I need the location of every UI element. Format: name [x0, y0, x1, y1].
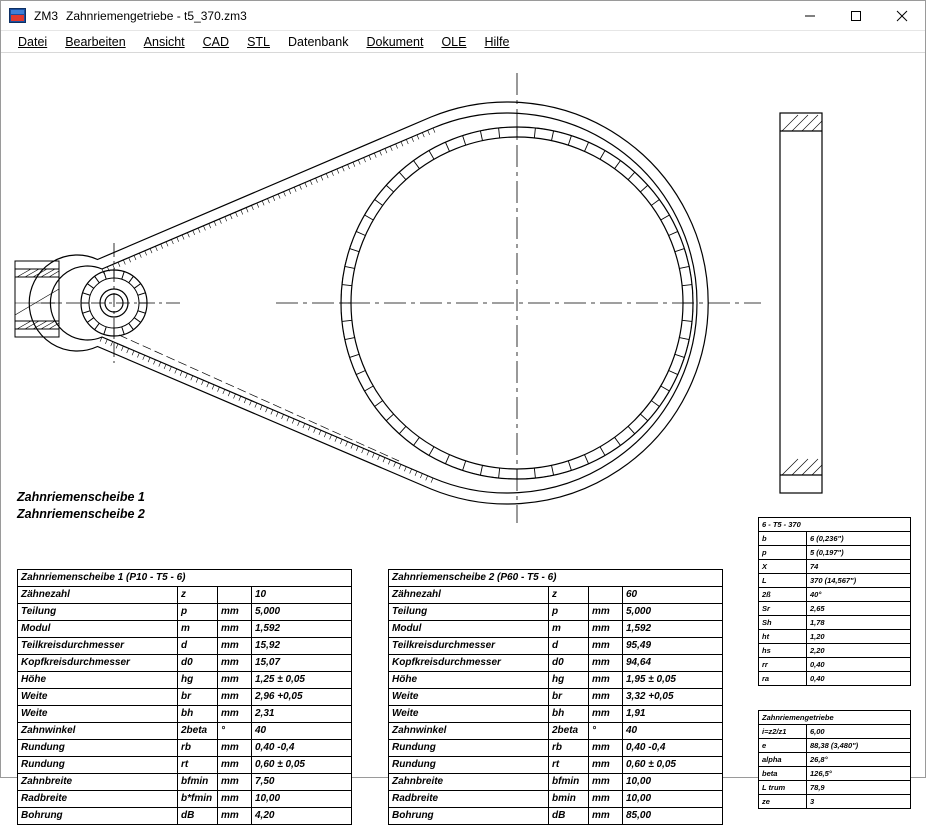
param-value: 7,50	[252, 774, 352, 791]
param-value: 26,8°	[807, 753, 911, 767]
menu-datenbank[interactable]	[279, 33, 357, 51]
param-name: Zähnezahl	[18, 587, 178, 604]
param-value: 3,32 +0,05	[623, 689, 723, 706]
param-name: Rundung	[389, 740, 549, 757]
param-value: 15,92	[252, 638, 352, 655]
title-bar	[1, 1, 925, 31]
param-value: 2,31	[252, 706, 352, 723]
param-symbol: bfmin	[178, 774, 218, 791]
table-row	[759, 602, 911, 616]
param-key: ze	[759, 795, 807, 809]
table-row	[389, 604, 723, 621]
table-row	[389, 655, 723, 672]
param-unit: mm	[218, 621, 252, 638]
param-symbol: p	[178, 604, 218, 621]
param-name: Zahnbreite	[389, 774, 549, 791]
spec-table-2-body	[389, 570, 723, 825]
param-value: 5 (0,197")	[807, 546, 911, 560]
table-row	[18, 621, 352, 638]
menu-hilfe-label: Hilfe	[484, 34, 510, 49]
param-value: 0,60 ± 0,05	[252, 757, 352, 774]
param-value: 2,20	[807, 644, 911, 658]
param-unit: mm	[218, 774, 252, 791]
param-value: 1,20	[807, 630, 911, 644]
param-name: Teilung	[389, 604, 549, 621]
table-row	[18, 638, 352, 655]
table-row	[759, 672, 911, 686]
table-title: Zahnriemenscheibe 2 (P60 - T5 - 6)	[389, 570, 723, 587]
param-unit: mm	[218, 757, 252, 774]
param-symbol: d	[549, 638, 589, 655]
table-row	[759, 781, 911, 795]
table-row	[389, 723, 723, 740]
param-name: Radbreite	[389, 791, 549, 808]
param-symbol: 2beta	[549, 723, 589, 740]
param-unit: mm	[218, 740, 252, 757]
param-unit	[589, 587, 623, 604]
table-row	[759, 588, 911, 602]
param-unit: mm	[218, 808, 252, 825]
spec-table-4-body	[759, 711, 911, 809]
param-unit: mm	[218, 604, 252, 621]
param-name: Kopfkreisdurchmesser	[18, 655, 178, 672]
spec-table-belt	[758, 517, 911, 686]
table-title: 6 - T5 - 370	[759, 518, 911, 532]
param-symbol: p	[549, 604, 589, 621]
param-symbol: bh	[178, 706, 218, 723]
param-symbol: dB	[178, 808, 218, 825]
param-unit: mm	[589, 808, 623, 825]
param-name: Höhe	[389, 672, 549, 689]
param-name: Teilung	[18, 604, 178, 621]
table-row	[389, 638, 723, 655]
param-name: Rundung	[389, 757, 549, 774]
param-symbol: br	[549, 689, 589, 706]
table-row	[759, 630, 911, 644]
param-key: 2ß	[759, 588, 807, 602]
param-key: Sh	[759, 616, 807, 630]
param-symbol: bmin	[549, 791, 589, 808]
param-unit: mm	[218, 672, 252, 689]
param-key: p	[759, 546, 807, 560]
param-unit: mm	[218, 689, 252, 706]
param-name: Modul	[18, 621, 178, 638]
param-value: 40	[623, 723, 723, 740]
window-controls	[787, 1, 925, 31]
table-row	[759, 560, 911, 574]
param-value: 85,00	[623, 808, 723, 825]
param-symbol: hg	[178, 672, 218, 689]
param-value: 95,49	[623, 638, 723, 655]
param-unit: °	[218, 723, 252, 740]
minimize-icon[interactable]	[787, 1, 833, 31]
spec-table-3-body	[759, 518, 911, 686]
caption-line-1: Zahnriemenscheibe 1	[17, 490, 145, 504]
table-row	[18, 808, 352, 825]
param-value: 15,07	[252, 655, 352, 672]
param-key: b	[759, 532, 807, 546]
param-name: Weite	[389, 706, 549, 723]
param-unit: mm	[589, 774, 623, 791]
param-symbol: rb	[178, 740, 218, 757]
table-row	[389, 808, 723, 825]
table-row	[759, 574, 911, 588]
param-unit: mm	[589, 689, 623, 706]
param-value: 94,64	[623, 655, 723, 672]
param-value: 78,9	[807, 781, 911, 795]
table-row	[18, 655, 352, 672]
param-symbol: dB	[549, 808, 589, 825]
param-value: 5,000	[252, 604, 352, 621]
param-name: Kopfkreisdurchmesser	[389, 655, 549, 672]
param-key: rr	[759, 658, 807, 672]
menu-ole-label: OLE	[441, 34, 467, 49]
param-key: ra	[759, 672, 807, 686]
param-value: 1,592	[252, 621, 352, 638]
caption-line-2: Zahnriemenscheibe 2	[17, 507, 145, 521]
param-value: 3	[807, 795, 911, 809]
param-value: 1,95 ± 0,05	[623, 672, 723, 689]
param-name: Zahnwinkel	[18, 723, 178, 740]
spec-table-pulley-1	[17, 569, 352, 825]
drawing-caption	[17, 489, 145, 523]
table-header-row	[389, 570, 723, 587]
table-header-row	[759, 711, 911, 725]
table-row	[389, 689, 723, 706]
param-name: Teilkreisdurchmesser	[389, 638, 549, 655]
param-name: Rundung	[18, 757, 178, 774]
param-value: 6 (0,236")	[807, 532, 911, 546]
table-row	[18, 757, 352, 774]
menu-datei[interactable]	[9, 33, 56, 51]
table-row	[18, 740, 352, 757]
param-key: alpha	[759, 753, 807, 767]
menu-ansicht-label: Ansicht	[143, 34, 185, 49]
param-value: 2,96 +0,05	[252, 689, 352, 706]
app-logo-icon	[9, 8, 26, 23]
param-value: 370 (14,567")	[807, 574, 911, 588]
table-row	[389, 672, 723, 689]
param-key: e	[759, 739, 807, 753]
menu-datenbank-label: Datenbank	[288, 34, 349, 49]
param-symbol: rt	[549, 757, 589, 774]
param-symbol: rb	[549, 740, 589, 757]
menu-cad-label: CAD	[202, 34, 230, 49]
menu-datei-label: Datei	[18, 34, 48, 49]
table-header-row	[18, 570, 352, 587]
table-row	[389, 791, 723, 808]
spec-table-1-body	[18, 570, 352, 825]
param-symbol: b*fmin	[178, 791, 218, 808]
param-value: 4,20	[252, 808, 352, 825]
param-unit: mm	[218, 655, 252, 672]
param-key: beta	[759, 767, 807, 781]
param-value: 10,00	[623, 774, 723, 791]
menu-bar	[1, 31, 925, 53]
window-app-name: ZM3	[34, 8, 58, 23]
param-name: Weite	[389, 689, 549, 706]
menu-stl[interactable]	[238, 33, 279, 51]
spec-table-pulley-2	[388, 569, 723, 825]
param-name: Weite	[18, 706, 178, 723]
param-symbol: br	[178, 689, 218, 706]
param-value: 5,000	[623, 604, 723, 621]
menu-cad[interactable]	[194, 33, 238, 51]
table-row	[759, 658, 911, 672]
param-value: 0,40	[807, 672, 911, 686]
param-unit: mm	[589, 757, 623, 774]
param-value: 6,00	[807, 725, 911, 739]
param-name: Zahnbreite	[18, 774, 178, 791]
param-unit	[218, 587, 252, 604]
table-row	[759, 767, 911, 781]
table-row	[18, 587, 352, 604]
param-unit: °	[589, 723, 623, 740]
param-symbol: m	[178, 621, 218, 638]
table-row	[389, 587, 723, 604]
param-value: 0,40 -0,4	[252, 740, 352, 757]
table-header-row	[759, 518, 911, 532]
param-name: Zahnwinkel	[389, 723, 549, 740]
close-icon[interactable]	[879, 1, 925, 31]
param-unit: mm	[589, 621, 623, 638]
window-title: Zahnriemengetriebe - t5_370.zm3	[66, 8, 247, 23]
table-title: Zahnriemengetriebe	[759, 711, 911, 725]
param-name: Weite	[18, 689, 178, 706]
param-symbol: m	[549, 621, 589, 638]
param-key: L trum	[759, 781, 807, 795]
param-name: Radbreite	[18, 791, 178, 808]
table-row	[18, 672, 352, 689]
menu-stl-label: STL	[247, 34, 270, 49]
param-name: Bohrung	[389, 808, 549, 825]
param-key: ht	[759, 630, 807, 644]
param-value: 10,00	[252, 791, 352, 808]
drawing-canvas[interactable]	[1, 53, 925, 821]
param-symbol: hg	[549, 672, 589, 689]
param-symbol: z	[549, 587, 589, 604]
param-name: Modul	[389, 621, 549, 638]
param-name: Teilkreisdurchmesser	[18, 638, 178, 655]
param-name: Zähnezahl	[389, 587, 549, 604]
param-value: 1,91	[623, 706, 723, 723]
param-value: 1,78	[807, 616, 911, 630]
table-row	[759, 753, 911, 767]
table-row	[759, 532, 911, 546]
param-symbol: bfmin	[549, 774, 589, 791]
menu-dokument-label: Dokument	[366, 34, 424, 49]
param-value: 1,592	[623, 621, 723, 638]
param-symbol: d	[178, 638, 218, 655]
table-row	[759, 795, 911, 809]
param-symbol: d0	[549, 655, 589, 672]
menu-bearbeiten-label: Bearbeiten	[65, 34, 126, 49]
table-row	[389, 621, 723, 638]
param-value: 40	[252, 723, 352, 740]
param-value: 1,25 ± 0,05	[252, 672, 352, 689]
table-row	[18, 774, 352, 791]
param-key: i=z2/z1	[759, 725, 807, 739]
param-unit: mm	[589, 706, 623, 723]
param-symbol: 2beta	[178, 723, 218, 740]
param-symbol: z	[178, 587, 218, 604]
param-unit: mm	[218, 791, 252, 808]
param-unit: mm	[218, 706, 252, 723]
table-row	[18, 604, 352, 621]
param-key: L	[759, 574, 807, 588]
param-unit: mm	[589, 638, 623, 655]
table-row	[389, 774, 723, 791]
table-title: Zahnriemenscheibe 1 (P10 - T5 - 6)	[18, 570, 352, 587]
table-row	[18, 689, 352, 706]
param-unit: mm	[589, 791, 623, 808]
param-value: 60	[623, 587, 723, 604]
param-value: 0,40 -0,4	[623, 740, 723, 757]
param-unit: mm	[589, 672, 623, 689]
param-name: Rundung	[18, 740, 178, 757]
param-value: 2,65	[807, 602, 911, 616]
table-row	[389, 740, 723, 757]
table-row	[759, 725, 911, 739]
param-symbol: d0	[178, 655, 218, 672]
table-row	[759, 616, 911, 630]
table-row	[759, 644, 911, 658]
menu-dokument[interactable]	[357, 33, 432, 51]
param-unit: mm	[589, 740, 623, 757]
table-row	[759, 546, 911, 560]
param-symbol: bh	[549, 706, 589, 723]
menu-ansicht[interactable]	[135, 33, 194, 51]
param-value: 126,5°	[807, 767, 911, 781]
spec-table-drive	[758, 710, 911, 809]
param-symbol: rt	[178, 757, 218, 774]
param-unit: mm	[218, 638, 252, 655]
table-row	[759, 739, 911, 753]
param-unit: mm	[589, 604, 623, 621]
param-key: hs	[759, 644, 807, 658]
table-row	[18, 706, 352, 723]
param-value: 0,40	[807, 658, 911, 672]
param-key: X	[759, 560, 807, 574]
menu-ole[interactable]	[432, 33, 475, 51]
param-value: 0,60 ± 0,05	[623, 757, 723, 774]
menu-hilfe[interactable]	[475, 33, 518, 51]
menu-bearbeiten[interactable]	[56, 33, 134, 51]
table-row	[389, 706, 723, 723]
maximize-icon[interactable]	[833, 1, 879, 31]
param-unit: mm	[589, 655, 623, 672]
belt-drive-drawing	[1, 53, 925, 523]
param-value: 10	[252, 587, 352, 604]
param-key: Sr	[759, 602, 807, 616]
param-value: 10,00	[623, 791, 723, 808]
param-value: 88,38 (3,480")	[807, 739, 911, 753]
param-value: 40°	[807, 588, 911, 602]
table-row	[18, 723, 352, 740]
param-name: Bohrung	[18, 808, 178, 825]
table-row	[389, 757, 723, 774]
param-name: Höhe	[18, 672, 178, 689]
param-value: 74	[807, 560, 911, 574]
table-row	[18, 791, 352, 808]
